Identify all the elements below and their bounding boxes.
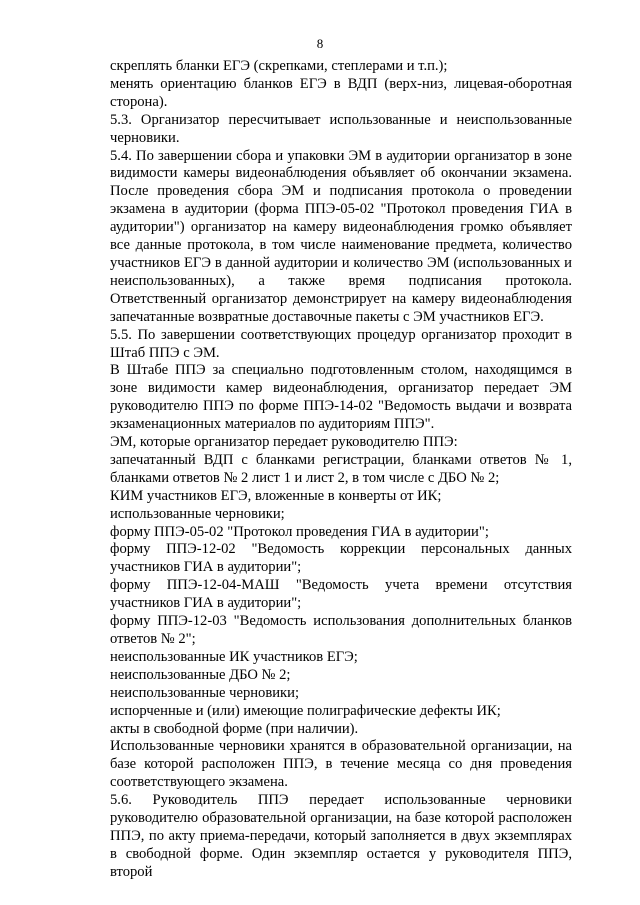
page-number: 8 [316,36,324,51]
paragraph: 5.4. По завершении сбора и упаковки ЭМ в аудитории организатор в зоне видимости камеры видеонаблюдения объявляет об окончании экзамена. После проведения сбора ЭМ и подписания протокола о проведении экзамена в аудитории (форма ППЭ-05-02 "Протокол проведения ГИА в аудитории") организатор на камеру видеонаблюдения громко объявляет все данные протокола, в том числе наименование предмета, количество участников ЕГЭ в данной аудитории и количество ЭМ (использованных и неиспользованных), а также время подписания протокола. Ответственный организатор демонстрирует на камеру видеонаблюдения запечатанные возвратные доставочные пакеты с ЭМ участников ЕГЭ. [110,147,572,325]
paragraph: ЭМ, которые организатор передает руководителю ППЭ: [110,434,458,451]
paragraph: 5.6. Руководитель ППЭ передает использованные черновики руководителю образовательной организации, на базе которой расположен ППЭ, по акту приема-передачи, который заполняется в двух экземплярах в свободной форме. Один экземпляр остается у руководителя ППЭ, второй [110,792,572,880]
paragraph: 5.5. По завершении соответствующих процедур организатор проходит в Штаб ППЭ с ЭМ. [110,326,572,361]
list-item: форму ППЭ-12-02 "Ведомость коррекции персональных данных участников ГИА в аудитории"; [110,541,572,576]
paragraph: 5.3. Организатор пересчитывает использованные и неиспользованные черновики. [110,111,572,146]
list-item: форму ППЭ-12-03 "Ведомость использования дополнительных бланков ответов № 2"; [110,613,572,647]
paragraph: менять ориентацию бланков ЕГЭ в ВДП (верх-низ, лицевая-оборотная сторона). [110,75,572,110]
list-item: форму ППЭ-12-04-МАШ "Ведомость учета времени отсутствия участников ГИА в аудитории"; [110,577,572,612]
document-body [110,58,572,882]
list-item: неиспользованные ИК участников ЕГЭ; [110,648,358,665]
list-item: неиспользованные ДБО № 2; [110,666,291,683]
list-item: использованные черновики; [110,505,285,522]
paragraph: Использованные черновики хранятся в образовательной организации, на базе которой расположен ППЭ, в течение месяца со дня проведения соответствующего экзамена. [110,738,572,791]
list-item: форму ППЭ-05-02 "Протокол проведения ГИА в аудитории"; [110,523,489,540]
list-item: испорченные и (или) имеющие полиграфические дефекты ИК; [110,702,501,719]
paragraph: скреплять бланки ЕГЭ (скрепками, степлерами и т.п.); [110,58,448,74]
list-item: КИМ участников ЕГЭ, вложенные в конверты от ИК; [110,487,442,504]
list-item: запечатанный ВДП с бланками регистрации, бланками ответов № 1, бланками ответов № 2 лист 1 и лист 2, в том числе с ДБО № 2; [110,451,572,486]
list-item: неиспользованные черновики; [110,684,300,701]
paragraph: В Штабе ППЭ за специально подготовленным столом, находящимся в зоне видимости камер видеонаблюдения, организатор передает ЭМ руководителю ППЭ по форме ППЭ-14-02 "Ведомость выдачи и возврата экзаменационных материалов по аудиториям ППЭ". [110,362,572,433]
list-item: акты в свободной форме (при наличии). [110,720,359,737]
